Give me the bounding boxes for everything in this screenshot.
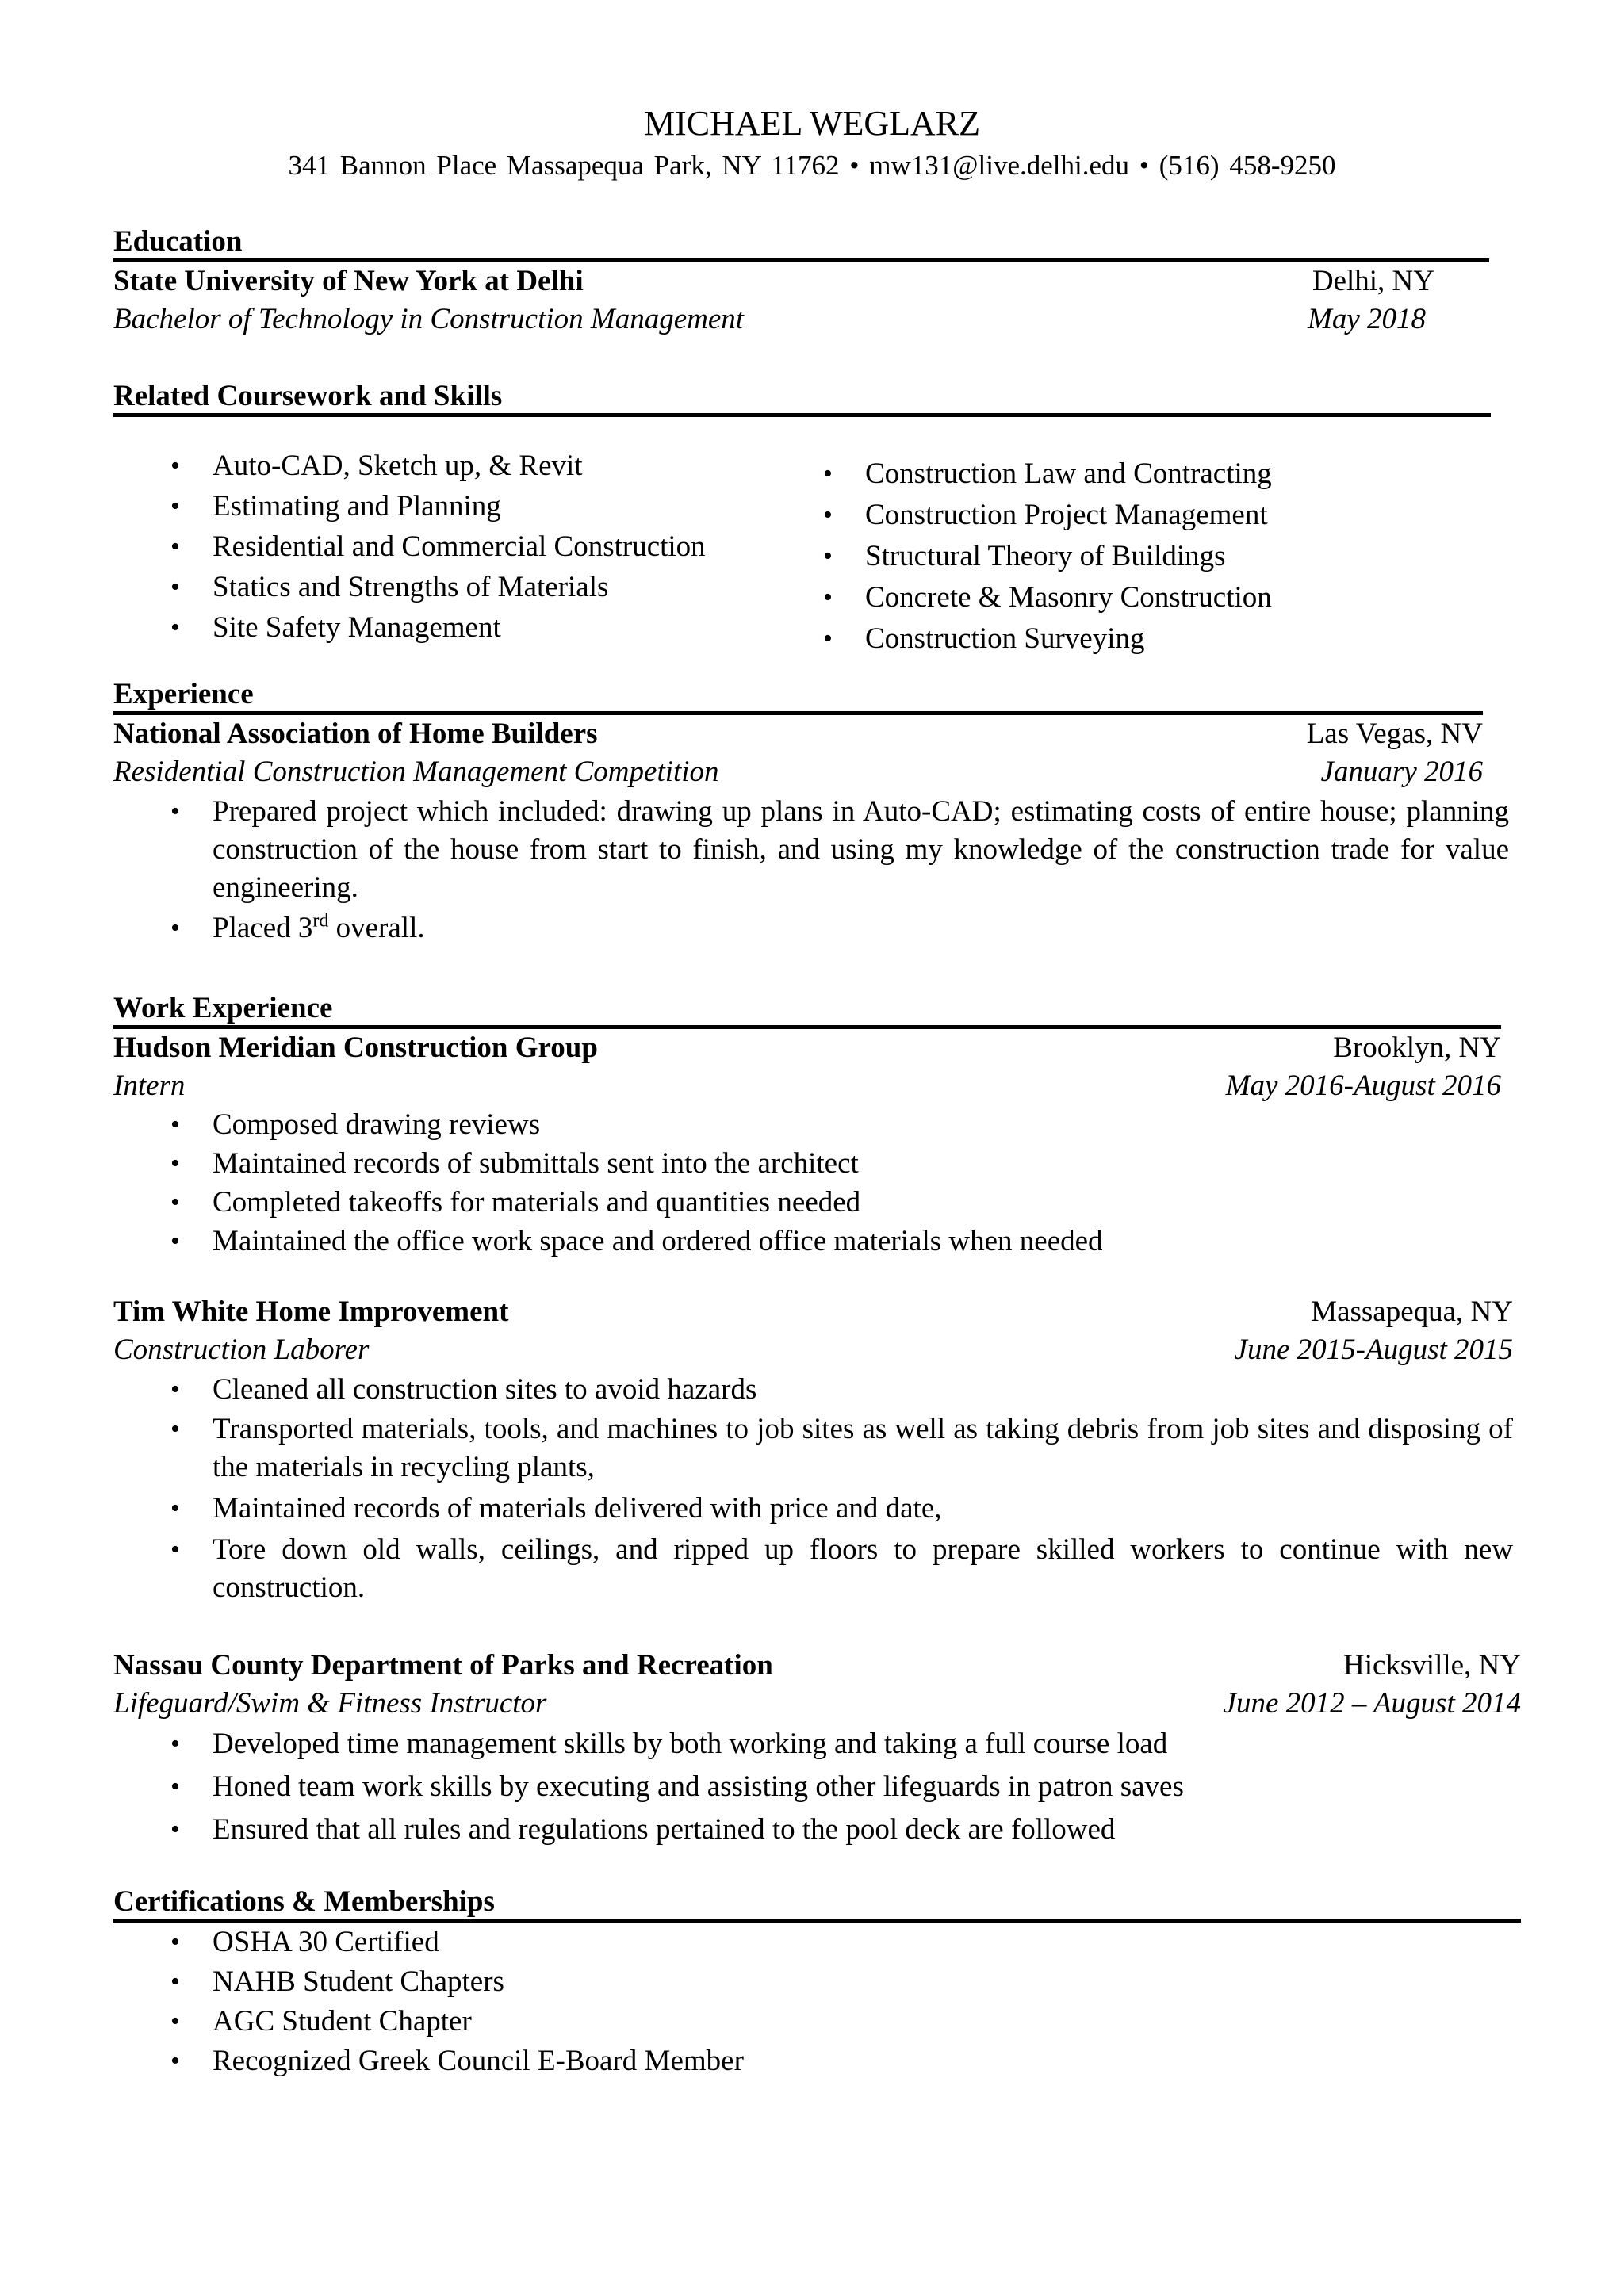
list-item: • Tore down old walls, ceilings, and ripped up floors to prepare skilled workers to continue with new construction. [113, 1531, 1513, 1607]
list-item: • Maintained records of submittals sent into the architect [113, 1144, 1501, 1183]
list-item: • Construction Law and Contracting [766, 453, 1480, 495]
degree: Bachelor of Technology in Construction Management [113, 303, 745, 335]
coursework-columns [113, 446, 1491, 660]
list-item: • Cleaned all construction sites to avoid hazards [113, 1369, 1513, 1410]
list-item: • OSHA 30 Certified [113, 1923, 1521, 1962]
list-item: • Transported materials, tools, and machines to job sites as well as taking debris from job sites and disposing of the materials in recycling plants, [113, 1410, 1513, 1487]
job-location: Massapequa, NY [1311, 1295, 1513, 1328]
list-item: • Concrete & Masonry Construction [766, 577, 1480, 618]
list-item: • Statics and Strengths of Materials [113, 567, 811, 607]
list-item: • Completed takeoffs for materials and quantities needed [113, 1183, 1501, 1222]
job-entry [113, 1293, 1513, 1607]
job-bullets [113, 1723, 1521, 1851]
job-bullets [113, 1105, 1501, 1261]
list-item: • Ensured that all rules and regulations pertained to the pool deck are followed [113, 1808, 1521, 1851]
coursework-right-list [766, 453, 1480, 660]
education-heading: Education [113, 225, 1489, 262]
job-entry [113, 1029, 1501, 1261]
experience-location: Las Vegas, NV [1306, 718, 1483, 750]
experience-org-row [113, 715, 1483, 753]
job-role: Lifeguard/Swim & Fitness Instructor [113, 1687, 547, 1720]
placed-ordinal: rd [312, 910, 329, 932]
list-item: • Maintained records of materials delivered with price and date, [113, 1487, 1513, 1531]
work-heading: Work Experience [113, 992, 1501, 1029]
coursework-right-column [766, 453, 1480, 660]
job-org: Nassau County Department of Parks and Recreation [113, 1649, 773, 1682]
school-location: Delhi, NY [1312, 265, 1434, 297]
experience-section [113, 678, 1509, 950]
job-org-row [113, 1293, 1513, 1331]
list-item: • Estimating and Planning [113, 486, 811, 526]
school-name: State University of New York at Delhi [113, 265, 584, 297]
job-role-row [113, 1067, 1501, 1105]
experience-bullet-text: Prepared project which included: drawing up plans in Auto-CAD; estimating costs of entire house; planning construction of the house from start to finish, and using my knowledge of the construction trade for value engineering. [213, 795, 1509, 904]
education-section [113, 225, 1489, 339]
degree-date: May 2018 [1308, 303, 1426, 335]
experience-org: National Association of Home Builders [113, 718, 598, 750]
job-role-row [113, 1685, 1521, 1723]
list-item: • Maintained the office work space and ordered office materials when needed [113, 1222, 1501, 1261]
education-school-row [113, 262, 1489, 300]
education-degree-row [113, 300, 1489, 339]
experience-bullets [113, 793, 1509, 950]
coursework-left-list [113, 446, 811, 648]
experience-role-row [113, 753, 1483, 791]
placed-text: Placed 3 [213, 912, 313, 944]
job-date: May 2016-August 2016 [1225, 1070, 1501, 1102]
job-bullets [113, 1369, 1513, 1607]
job-location: Brooklyn, NY [1333, 1031, 1501, 1064]
job-entry [113, 1647, 1521, 1851]
certifications-section [113, 1885, 1521, 2081]
list-item: • AGC Student Chapter [113, 2002, 1521, 2042]
list-item: • Structural Theory of Buildings [766, 536, 1480, 577]
list-item: • Honed team work skills by executing and assisting other lifeguards in patron saves [113, 1766, 1521, 1808]
list-item: • Construction Surveying [766, 618, 1480, 660]
experience-heading: Experience [113, 678, 1483, 715]
job-date: June 2012 – August 2014 [1223, 1687, 1521, 1720]
list-item: • Construction Project Management [766, 495, 1480, 536]
certifications-heading: Certifications & Memberships [113, 1885, 1521, 1923]
list-item [113, 907, 1509, 950]
experience-role: Residential Construction Management Competition [113, 756, 719, 788]
coursework-section [113, 380, 1491, 417]
contact-line: 341 Bannon Place Massapequa Park, NY 11762 • mw131@live.delhi.edu • (516) 458-9250 [288, 150, 1336, 181]
job-org: Tim White Home Improvement [113, 1295, 509, 1328]
list-item: • Residential and Commercial Construction [113, 526, 811, 567]
list-item: • Site Safety Management [113, 607, 811, 648]
job-org-row [113, 1029, 1501, 1067]
placed-suffix: overall. [328, 912, 425, 944]
job-role: Intern [113, 1070, 186, 1102]
certifications-list [113, 1923, 1521, 2081]
job-role-row [113, 1331, 1513, 1369]
coursework-heading: Related Coursework and Skills [113, 380, 1491, 417]
list-item: • Recognized Greek Council E-Board Member [113, 2042, 1521, 2081]
list-item: • Composed drawing reviews [113, 1105, 1501, 1144]
list-item [113, 793, 1509, 907]
candidate-name: MICHAEL WEGLARZ [643, 104, 981, 143]
work-section [113, 992, 1501, 1261]
job-org: Hudson Meridian Construction Group [113, 1031, 598, 1064]
list-item: • Developed time management skills by both working and taking a full course load [113, 1723, 1521, 1766]
job-org-row [113, 1647, 1521, 1685]
list-item: • NAHB Student Chapters [113, 1962, 1521, 2002]
coursework-left-column [113, 446, 811, 648]
list-item: • Auto-CAD, Sketch up, & Revit [113, 446, 811, 486]
experience-date: January 2016 [1320, 756, 1483, 788]
job-role: Construction Laborer [113, 1334, 370, 1366]
job-location: Hicksville, NY [1342, 1649, 1521, 1682]
job-date: June 2015-August 2015 [1234, 1334, 1513, 1366]
